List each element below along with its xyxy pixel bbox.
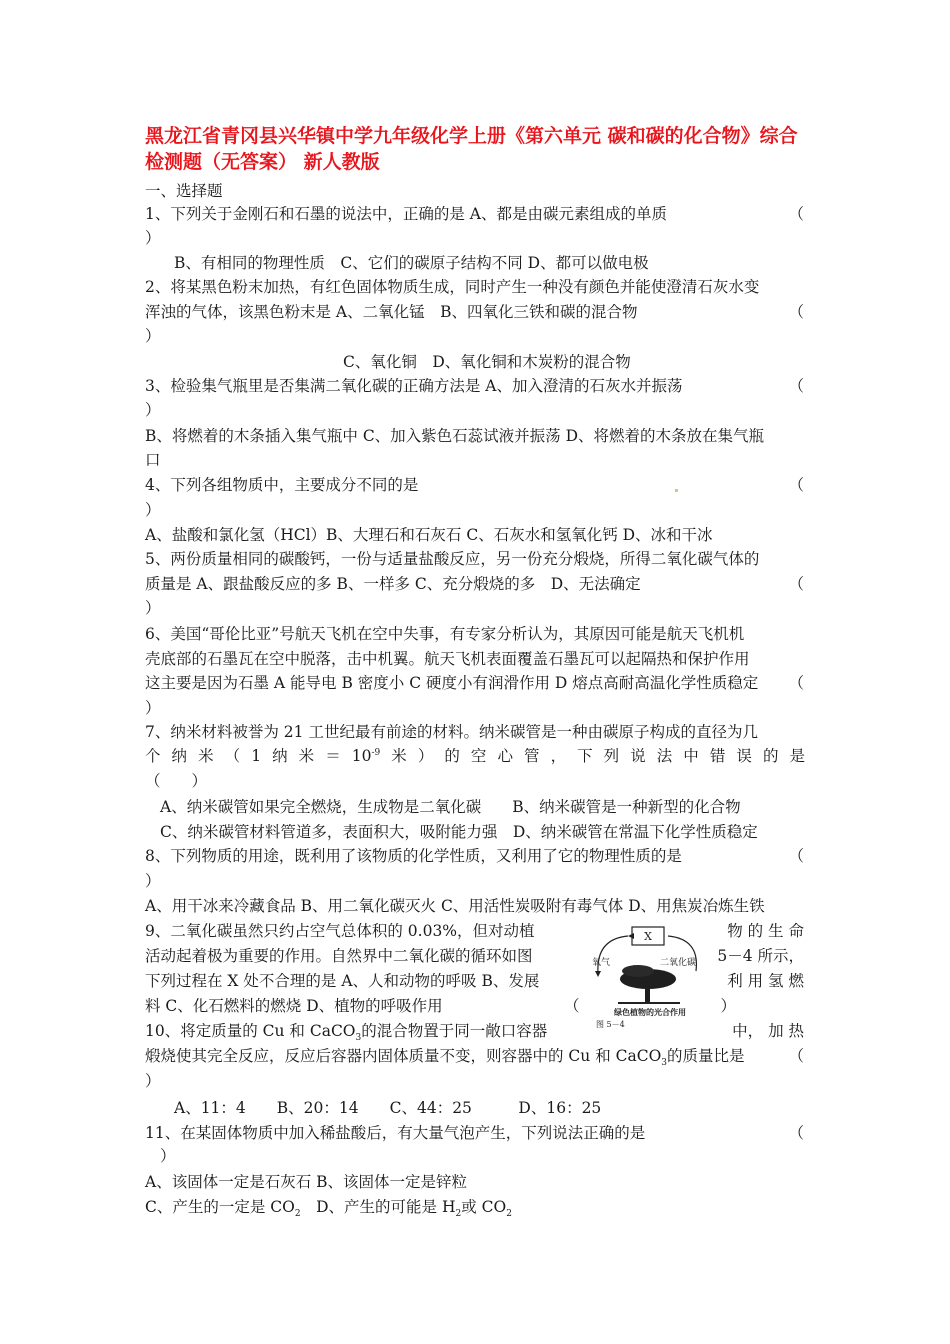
q7-cell: （ bbox=[224, 747, 241, 765]
document-title: 黑龙江省青冈县兴华镇中学九年级化学上册《第六单元 碳和碳的化合物》综合检测题（无答案） 新人教版 bbox=[145, 125, 798, 173]
q10-line-2-text: 煅烧使其完全反应，反应后容器内固体质量不变，则容器中的 Cu 和 CaCO bbox=[145, 1047, 662, 1065]
q10-line-1 bbox=[145, 1021, 548, 1044]
q5-line-2: 质量是 A、跟盐酸反应的多 B、一样多 C、充分煅烧的多 D、无法确定 bbox=[145, 575, 641, 593]
q7-cell: 纳 bbox=[272, 747, 288, 765]
q11-line-3-c: 或 CO bbox=[461, 1198, 507, 1216]
q3-line-2: B、将燃着的木条插入集气瓶中 C、加入紫色石蕊试液并振荡 D、将燃着的木条放在集气瓶 bbox=[145, 427, 765, 445]
q8-paren-open: （ bbox=[788, 847, 804, 865]
figure-oxygen-label: 氧气 bbox=[592, 958, 611, 968]
q2-line-1: 2、将某黑色粉末加热，有红色固体物质生成，同时产生一种没有颜色并能使澄清石灰水变 bbox=[145, 278, 760, 296]
q3-paren-open: （ bbox=[788, 377, 804, 395]
q7-cell: 的 bbox=[762, 747, 779, 765]
q7-cell: 纳 bbox=[171, 747, 188, 765]
q10-line-1-right: 中， 加 热 bbox=[732, 1022, 804, 1040]
q5-paren-close: ） bbox=[145, 599, 161, 617]
q7-cell: 列 bbox=[603, 747, 620, 765]
q7-cell: 误 bbox=[736, 747, 752, 765]
q3-paren-close: ） bbox=[145, 401, 161, 419]
q5-paren-open: （ bbox=[788, 575, 804, 593]
q10-line-2 bbox=[145, 1046, 745, 1069]
q6-line-2: 壳底部的石墨瓦在空中脱落，击中机翼。航天飞机表面覆盖石墨瓦可以起隔热和保护作用 bbox=[145, 650, 750, 668]
q7-exponent: -9 bbox=[371, 747, 381, 758]
q9-line-1: 9、二氧化碳虽然只约占空气总体积的 0.03%，但对动植 bbox=[145, 922, 535, 940]
q11-sub-2a: 2 bbox=[294, 1209, 301, 1220]
q1-line-2: B、有相同的物理性质 C、它们的碳原子结构不同 D、都可以做电极 bbox=[174, 254, 649, 272]
figure-number: 图 5－4 bbox=[596, 1020, 625, 1029]
q6-paren-close: ） bbox=[145, 699, 161, 717]
q11-line-3-b: D、产生的可能是 H bbox=[300, 1198, 456, 1216]
q9-line-1-right: 物 的 生 命 bbox=[727, 922, 804, 940]
q10-line-1-mid: 的混合物置于同一敞口容器 bbox=[361, 1022, 548, 1040]
q3-line-3: 口 bbox=[145, 451, 161, 469]
q7-cell: ） bbox=[417, 747, 434, 765]
q9-line-2: 活动起着极为重要的作用。自然界中二氧化碳的循环如图 bbox=[145, 947, 533, 965]
q3-line-1: 3、检验集气瓶里是否集满二氧化碳的正确方法是 A、加入澄清的石灰水并振荡 bbox=[145, 377, 683, 395]
q7-cell: 下 bbox=[577, 747, 593, 765]
q1-paren-open: （ bbox=[788, 205, 804, 223]
q7-cell: 中 bbox=[683, 747, 699, 765]
q9-line-2-right: 5－4 所示， bbox=[717, 947, 804, 965]
figure-co2-label: 二氧化碳 bbox=[660, 958, 697, 968]
q11-line-2: A、该固体一定是石灰石 B、该固体一定是锌粒 bbox=[145, 1173, 468, 1191]
q4-paren-open: （ bbox=[788, 476, 804, 494]
figure-arrowhead-left bbox=[595, 971, 601, 977]
q9-line-4: 料 C、化石燃料的燃烧 D、植物的呼吸作用 bbox=[145, 997, 443, 1015]
q10-line-1-text: 10、将定质量的 Cu 和 CaCO bbox=[145, 1022, 356, 1040]
q7-cell: 空 bbox=[470, 747, 487, 765]
q11-paren-close: ） bbox=[160, 1147, 176, 1165]
speck-mark bbox=[675, 489, 678, 492]
q9-paren-open: （ bbox=[564, 997, 580, 1015]
q4-line-2: A、盐酸和氯化氢（HCl）B、大理石和石灰石 C、石灰水和氢氧化钙 D、冰和干冰 bbox=[145, 526, 713, 544]
q7-cell: 心 bbox=[497, 747, 513, 765]
figure-tree-crown-top bbox=[622, 965, 654, 977]
q4-paren-close: ） bbox=[145, 501, 161, 519]
q7-cell: 说 bbox=[630, 747, 646, 765]
q11-line-3-a: C、产生的一定是 CO bbox=[145, 1198, 295, 1216]
q7-cell: 米 bbox=[391, 747, 407, 765]
q11-line-3 bbox=[145, 1197, 512, 1220]
q10-paren-open: （ bbox=[788, 1047, 804, 1065]
q2-line-3: C、氧化铜 D、氧化铜和木炭粉的混合物 bbox=[343, 353, 631, 371]
q10-line-2-end: 的质量比是 bbox=[667, 1047, 745, 1065]
q10-sub-3b: 3 bbox=[661, 1058, 668, 1069]
q5-line-1: 5、两份质量相同的碳酸钙，一份与适量盐酸反应，另一份充分煅烧，所得二氧化碳气体的 bbox=[145, 550, 760, 568]
q4-line-1: 4、下列各组物质中，主要成分不同的是 bbox=[145, 476, 419, 494]
q7-cell: ， bbox=[550, 747, 567, 765]
q10-options: A、11：4 B、20：14 C、44：25 D、16：25 bbox=[174, 1099, 602, 1117]
figure-tree-trunk bbox=[645, 985, 650, 1003]
q7-option-ab: A、纳米碳管如果完全燃烧，生成物是二氧化碳 B、纳米碳管是一种新型的化合物 bbox=[160, 798, 741, 816]
q7-cell: $10^{-9}$ bbox=[351, 747, 381, 765]
q7-line-2 bbox=[145, 746, 805, 766]
q7-cell: ＝ bbox=[325, 747, 341, 765]
figure-caption: 绿色植物的光合作用 bbox=[614, 1007, 686, 1017]
figure-arrowhead-top bbox=[628, 933, 634, 939]
q7-cell: 管 bbox=[524, 747, 540, 765]
q2-line-2: 浑浊的气体，该黑色粉末是 A、二氧化锰 B、四氧化三铁和碳的混合物 bbox=[145, 303, 638, 321]
q11-sub-2c: 2 bbox=[506, 1209, 512, 1220]
q6-line-1: 6、美国“哥伦比亚”号航天飞机在空中失事，有专家分析认为，其原因可能是航天飞机机 bbox=[145, 625, 745, 643]
q7-paren: （ ） bbox=[145, 772, 208, 790]
q11-sub-2b: 2 bbox=[455, 1209, 462, 1220]
q7-cell: 米 bbox=[198, 747, 214, 765]
q7-cell: 1 bbox=[251, 747, 262, 765]
q10-sub-3: 3 bbox=[355, 1033, 362, 1044]
q7-cell: 法 bbox=[656, 747, 673, 765]
q7-cell: 是 bbox=[789, 747, 805, 765]
q11-line-1: 11、在某固体物质中加入稀盐酸后，有大量气泡产生，下列说法正确的是 bbox=[145, 1124, 646, 1142]
figure-x-label: X bbox=[644, 930, 652, 943]
q7-cell: 个 bbox=[145, 747, 161, 765]
q7-cell: 的 bbox=[444, 747, 460, 765]
q8-line-1: 8、下列物质的用途，既利用了该物质的化学性质，又利用了它的物理性质的是 bbox=[145, 847, 682, 865]
q7-cell: 错 bbox=[709, 747, 726, 765]
q2-paren-open: （ bbox=[788, 303, 804, 321]
q10-paren-close: ） bbox=[145, 1072, 161, 1090]
q9-line-3: 下列过程在 X 处不合理的是 A、人和动物的呼吸 B、发展 bbox=[145, 972, 540, 990]
q7-cell: 米 bbox=[298, 747, 315, 765]
q9-paren-close: ） bbox=[720, 997, 736, 1015]
q11-paren-open: （ bbox=[788, 1124, 804, 1142]
q7-line-1: 7、纳米材料被誉为 21 工世纪最有前途的材料。纳米碳管是一种由碳原子构成的直径为几 bbox=[145, 723, 758, 741]
q6-line-3: 这主要是因为石墨 A 能导电 B 密度小 C 硬度小有润滑作用 D 熔点高耐高温化学性质稳定 bbox=[145, 674, 759, 692]
q8-paren-close: ） bbox=[145, 872, 161, 890]
section-heading: 一、选择题 bbox=[145, 182, 223, 200]
carbon-cycle-figure bbox=[588, 925, 712, 1029]
q8-line-2: A、用干冰来冷藏食品 B、用二氧化碳灭火 C、用活性炭吸附有毒气体 D、用焦炭冶炼生铁 bbox=[145, 897, 765, 915]
q9-line-3-right: 利 用 氢 燃 bbox=[727, 972, 804, 990]
q1-paren-close: ） bbox=[145, 229, 161, 247]
q7-option-cd: C、纳米碳管材料管道多，表面积大，吸附能力强 D、纳米碳管在常温下化学性质稳定 bbox=[160, 823, 758, 841]
q2-paren-close: ） bbox=[145, 327, 161, 345]
q1-line-1: 1、下列关于金刚石和石墨的说法中，正确的是 A、都是由碳元素组成的单质 bbox=[145, 205, 667, 223]
q6-paren-open: （ bbox=[788, 674, 804, 692]
